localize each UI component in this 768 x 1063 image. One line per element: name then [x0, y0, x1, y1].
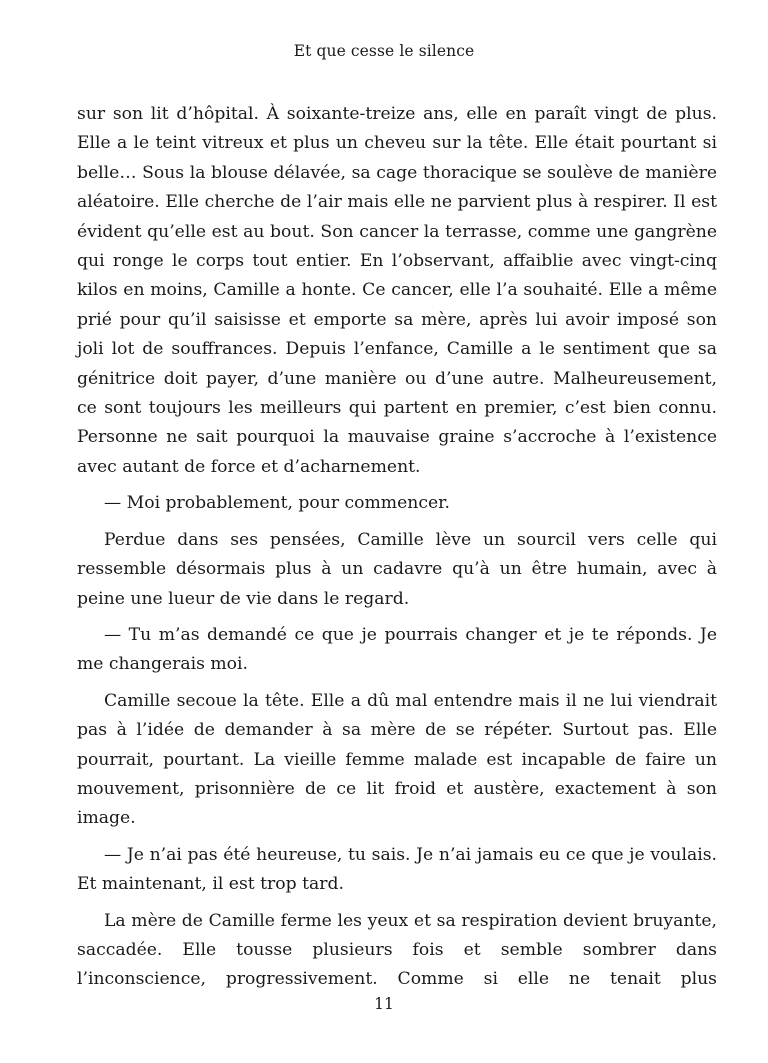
paragraph-3: Perdue dans ses pensées, Camille lève un sourcil vers celle qui ressemble désormais plus à un cadavre qu’à un être humain, avec à peine une lueur de vie dans le regard.: [77, 529, 717, 609]
page-number: 11: [374, 995, 394, 1013]
paragraph-4: — Tu m’as demandé ce que je pourrais changer et je te réponds. Je me changerais moi.: [77, 624, 717, 675]
paragraph-1: sur son lit d’hôpital. À soixante-treize ans, elle en paraît vingt de plus. Elle a le teint vitreux et plus un cheveu sur la tête. Elle était pourtant si belle… Sous la blouse délavée, sa cage thoracique se soulève de manière aléatoire. Elle cherche de l’air mais elle ne parvient plus à respirer. Il est évident qu’elle est au bout. Son cancer la terrasse, comme une gangrène qui ronge le corps tout entier. En l’observant, affaiblie avec vingt-cinq kilos en moins, Camille a honte. Ce cancer, elle l’a souhaité. Elle a même prié pour qu’il saisisse et emporte sa mère, après lui avoir imposé son joli lot de souffrances. Depuis l’enfance, Camille a le sentiment que sa génitrice doit payer, d’une manière ou d’une autre. Malheureusement, ce sont toujours les meilleurs qui partent en premier, c’est bien connu. Personne ne sait pourquoi la mauvaise graine s’accroche à l’existence avec autant de force et d’acharnement.: [77, 104, 717, 477]
paragraph-2: — Moi probablement, pour commencer.: [104, 493, 450, 514]
body-text: [77, 100, 717, 1002]
paragraph-5: Camille secoue la tête. Elle a dû mal entendre mais il ne lui viendrait pas à l’idée de demander à sa mère de se répéter. Surtout pas. Elle pourrait, pourtant. La vieille femme malade est incapable de faire un mouvement, prisonnière de ce lit froid et austère, exactement à son image.: [77, 690, 717, 829]
paragraph-6: — Je n’ai pas été heureuse, tu sais. Je n’ai jamais eu ce que je voulais. Et maintenant, il est trop tard.: [77, 844, 717, 895]
paragraph-7: La mère de Camille ferme les yeux et sa respiration devient bruyante, saccadée. Elle tousse plusieurs fois et semble sombrer dans l’inconscience, progressivement. Comme si elle ne tenait plus: [77, 910, 717, 990]
running-title: Et que cesse le silence: [293, 42, 475, 60]
